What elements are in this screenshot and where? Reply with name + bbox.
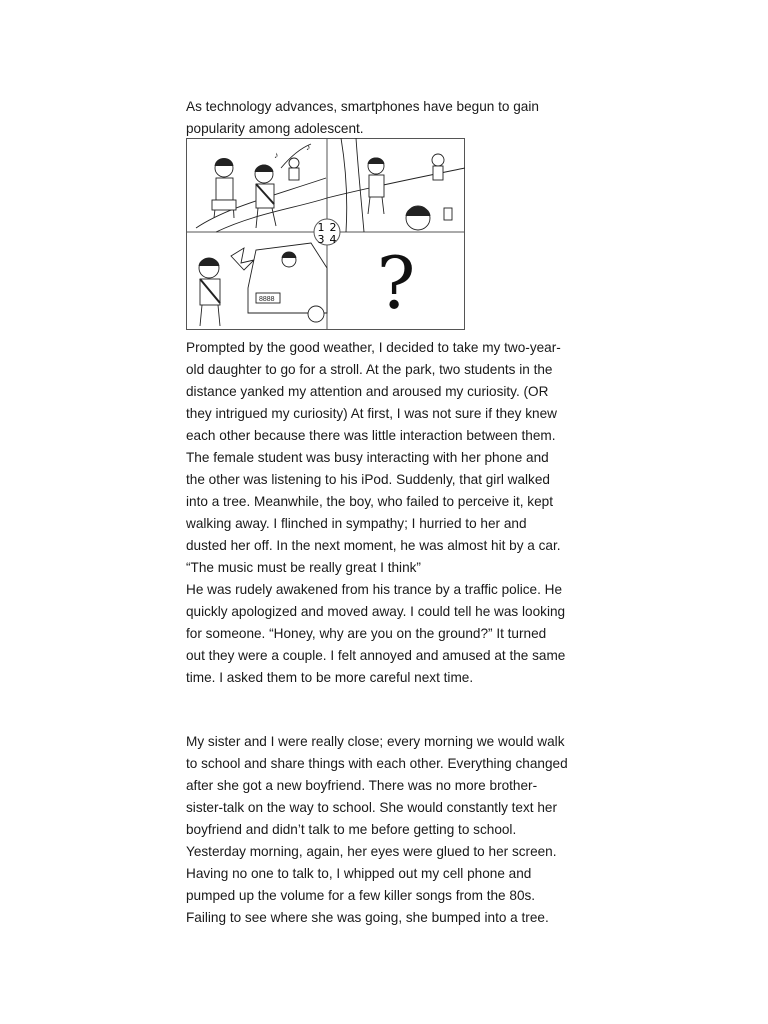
intro-text: As technology advances, smartphones have begun to gain popularity among adolescent.	[186, 99, 539, 136]
story-paragraph-2: My sister and I were really close; every morning we would walk to school and share things with each other. Everything changed after she got a new boyfriend. There was no more brother- sister-talk on the way to school. She would constantly text her boyfriend and didn’t talk to me before getting to school. Yesterday morning, again, her eyes were glued to her screen. Having no one to talk to, I whipped out my cell phone and pumped up the volume for a few killer songs from the 80s. Failing to see where she was going, she bumped into a tree.	[186, 734, 568, 925]
question-mark-text: ?	[376, 241, 416, 325]
svg-text:♪: ♪	[274, 150, 279, 160]
panel-number-key	[314, 219, 340, 246]
svg-text:♪: ♪	[306, 142, 311, 152]
panel-number-4: 4	[329, 233, 337, 246]
panel-number-3: 3	[317, 233, 325, 246]
panel-number-1: 1	[317, 221, 325, 234]
comic-illustration	[186, 138, 465, 330]
comic-panel-4	[377, 241, 416, 325]
panel-number-2: 2	[329, 221, 337, 234]
story-paragraph-1: Prompted by the good weather, I decided to take my two-year- old daughter to go for a stroll. At the park, two students in the distance yanked my attention and aroused my curiosity. (OR they intrigued my curiosity) At first, I was not sure if they knew each other because there was little interaction between them. The female student was busy interacting with her phone and the other was listening to his iPod. Suddenly, that girl walked into a tree. Meanwhile, the boy, who failed to perceive it, kept walking away. I flinched in sympathy; I hurried to her and dusted her off. In the next moment, he was almost hit by a car. “The music must be really great I think” He was rudely awakened from his trance by a traffic police. He quickly apologized and moved away. I could tell he was looking for someone. “Honey, why are you on the ground?” It turned out they were a couple. I felt annoyed and amused at the same time. I asked them to be more careful next time.	[186, 340, 566, 685]
license-plate-text: 8888	[259, 296, 275, 303]
